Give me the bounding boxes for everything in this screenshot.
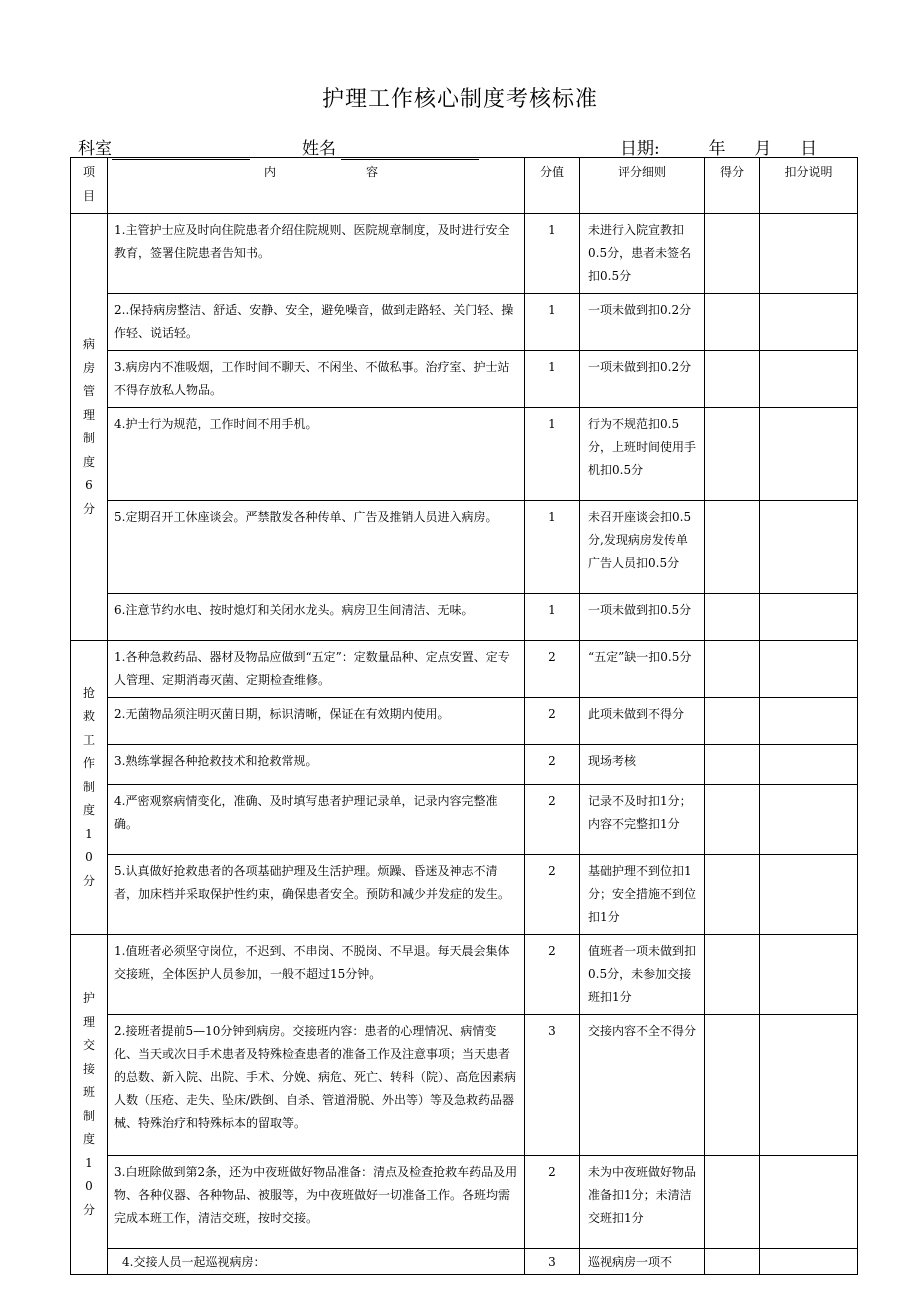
content-cell: 1.各种急救药品、器材及物品应做到“五定”：定数量品种、定点安置、定专人管理、定期消毒灭菌、定期检查维修。 xyxy=(108,641,525,698)
got-cell[interactable] xyxy=(705,641,760,698)
got-cell[interactable] xyxy=(705,594,760,641)
score-cell: 1 xyxy=(525,501,580,594)
got-cell[interactable] xyxy=(705,698,760,745)
note-cell[interactable] xyxy=(760,408,858,501)
rule-cell: “五定”缺一扣0.5分 xyxy=(580,641,705,698)
col-got: 得分 xyxy=(705,158,760,214)
score-cell: 1 xyxy=(525,408,580,501)
note-cell[interactable] xyxy=(760,501,858,594)
table-row xyxy=(71,1015,858,1156)
score-cell: 1 xyxy=(525,594,580,641)
got-cell[interactable] xyxy=(705,785,760,855)
note-cell[interactable] xyxy=(760,1156,858,1249)
rule-cell: 行为不规范扣0.5分，上班时间使用手机扣0.5分 xyxy=(580,408,705,501)
rule-cell: 未召开座谈会扣0.5分,发现病房发传单广告人员扣0.5分 xyxy=(580,501,705,594)
day-label: 日 xyxy=(800,139,818,159)
got-cell[interactable] xyxy=(705,855,760,935)
table-row xyxy=(71,294,858,351)
rule-cell: 未进行入院宣教扣0.5分，患者未签名扣0.5分 xyxy=(580,214,705,294)
rule-cell: 交接内容不全不得分 xyxy=(580,1015,705,1156)
content-cell: 4.交接人员一起巡视病房： xyxy=(108,1249,525,1275)
category-cell: 护理交接班制度10分 xyxy=(71,935,108,1275)
table-row xyxy=(71,501,858,594)
score-cell: 1 xyxy=(525,351,580,408)
rule-cell: 值班者一项未做到扣0.5分，未参加交接班扣1分 xyxy=(580,935,705,1015)
content-cell: 1.主管护士应及时向住院患者介绍住院规则、医院规章制度，及时进行安全教育，签署住院患者告知书。 xyxy=(108,214,525,294)
content-cell: 4.严密观察病情变化，准确、及时填写患者护理记录单，记录内容完整准确。 xyxy=(108,785,525,855)
content-cell: 2.无菌物品须注明灭菌日期，标识清晰，保证在有效期内使用。 xyxy=(108,698,525,745)
category-cell: 病房管理制度6分 xyxy=(71,214,108,641)
col-note: 扣分说明 xyxy=(760,158,858,214)
note-cell[interactable] xyxy=(760,855,858,935)
got-cell[interactable] xyxy=(705,294,760,351)
content-cell: 1.值班者必须坚守岗位，不迟到、不串岗、不脱岗、不早退。每天晨会集体交接班，全体医护人员参加，一般不超过15分钟。 xyxy=(108,935,525,1015)
table-row xyxy=(71,935,858,1015)
table-row xyxy=(71,785,858,855)
assessment-table xyxy=(70,157,858,1275)
got-cell[interactable] xyxy=(705,1156,760,1249)
rule-cell: 一项未做到扣0.5分 xyxy=(580,594,705,641)
got-cell[interactable] xyxy=(705,501,760,594)
rule-cell: 现场考核 xyxy=(580,745,705,785)
name-label: 姓名 xyxy=(302,139,336,159)
col-item: 项目 xyxy=(71,158,108,214)
content-cell: 4.护士行为规范，工作时间不用手机。 xyxy=(108,408,525,501)
content-cell: 3.熟练掌握各种抢救技术和抢救常规。 xyxy=(108,745,525,785)
score-cell: 2 xyxy=(525,745,580,785)
got-cell[interactable] xyxy=(705,214,760,294)
score-cell: 2 xyxy=(525,785,580,855)
month-label: 月 xyxy=(754,139,772,159)
rule-cell: 未为中夜班做好物品准备扣1分；未清洁交班扣1分 xyxy=(580,1156,705,1249)
got-cell[interactable] xyxy=(705,1015,760,1156)
note-cell[interactable] xyxy=(760,294,858,351)
col-rule: 评分细则 xyxy=(580,158,705,214)
rule-cell: 一项未做到扣0.2分 xyxy=(580,294,705,351)
note-cell[interactable] xyxy=(760,785,858,855)
got-cell[interactable] xyxy=(705,351,760,408)
rule-cell: 基础护理不到位扣1分；安全措施不到位扣1分 xyxy=(580,855,705,935)
year-label: 年 xyxy=(708,139,726,159)
content-cell: 3.病房内不准吸烟，工作时间不聊天、不闲坐、不做私事。治疗室、护士站不得存放私人物品。 xyxy=(108,351,525,408)
got-cell[interactable] xyxy=(705,408,760,501)
page-title: 护理工作核心制度考核标准 xyxy=(321,87,598,112)
got-cell[interactable] xyxy=(705,935,760,1015)
table-row xyxy=(71,855,858,935)
note-cell[interactable] xyxy=(760,351,858,408)
score-cell: 2 xyxy=(525,641,580,698)
table-row xyxy=(71,408,858,501)
got-cell[interactable] xyxy=(705,745,760,785)
rule-cell: 巡视病房一项不 xyxy=(580,1249,705,1275)
got-cell[interactable] xyxy=(705,1249,760,1275)
rule-cell: 此项未做到不得分 xyxy=(580,698,705,745)
score-cell: 2 xyxy=(525,698,580,745)
date-label: 日期: xyxy=(620,139,660,159)
dept-label: 科室 xyxy=(78,139,112,159)
rule-cell: 一项未做到扣0.2分 xyxy=(580,351,705,408)
note-cell[interactable] xyxy=(760,594,858,641)
table-row xyxy=(71,1249,858,1275)
note-cell[interactable] xyxy=(760,641,858,698)
col-content: 内 容 xyxy=(108,158,525,214)
table-row xyxy=(71,214,858,294)
score-cell: 3 xyxy=(525,1015,580,1156)
table-row xyxy=(71,351,858,408)
table-row xyxy=(71,698,858,745)
note-cell[interactable] xyxy=(760,935,858,1015)
content-cell: 2.接班者提前5—10分钟到病房。交接班内容：患者的心理情况、病情变化、当天或次日手术患者及特殊检查患者的准备工作及注意事项；当天患者的总数、新入院、出院、手术、分娩、病危、死亡、转科（院）、高危因素病人数（压疮、走失、坠床/跌倒、自杀、管道滑脱、外出等）等及急救药品器械、特殊治疗和特殊标本的留取等。 xyxy=(108,1015,525,1156)
col-score: 分值 xyxy=(525,158,580,214)
score-cell: 2 xyxy=(525,855,580,935)
content-cell: 2..保持病房整洁、舒适、安静、安全，避免噪音，做到走路轻、关门轻、操作轻、说话轻。 xyxy=(108,294,525,351)
table-row xyxy=(71,1156,858,1249)
note-cell[interactable] xyxy=(760,745,858,785)
note-cell[interactable] xyxy=(760,214,858,294)
rule-cell: 记录不及时扣1分；内容不完整扣1分 xyxy=(580,785,705,855)
score-cell: 2 xyxy=(525,935,580,1015)
score-cell: 1 xyxy=(525,294,580,351)
content-cell: 3.白班除做到第2条，还为中夜班做好物品准备：清点及检查抢救车药品及用物、各种仪器、各种物品、被服等，为中夜班做好一切准备工作。各班均需完成本班工作，清洁交班，按时交接。 xyxy=(108,1156,525,1249)
score-cell: 2 xyxy=(525,1156,580,1249)
content-cell: 5.认真做好抢救患者的各项基础护理及生活护理。烦躁、昏迷及神志不清者，加床档并采取保护性约束，确保患者安全。预防和减少并发症的发生。 xyxy=(108,855,525,935)
score-cell: 3 xyxy=(525,1249,580,1275)
note-cell[interactable] xyxy=(760,698,858,745)
score-cell: 1 xyxy=(525,214,580,294)
table-row xyxy=(71,594,858,641)
content-cell: 6.注意节约水电、按时熄灯和关闭水龙头。病房卫生间清洁、无味。 xyxy=(108,594,525,641)
table-row xyxy=(71,641,858,698)
category-cell: 抢救工作制度10分 xyxy=(71,641,108,935)
note-cell[interactable] xyxy=(760,1249,858,1275)
table-row xyxy=(71,745,858,785)
note-cell[interactable] xyxy=(760,1015,858,1156)
content-cell: 5.定期召开工休座谈会。严禁散发各种传单、广告及推销人员进入病房。 xyxy=(108,501,525,594)
date-field xyxy=(620,134,817,159)
table-header-row xyxy=(71,158,858,214)
